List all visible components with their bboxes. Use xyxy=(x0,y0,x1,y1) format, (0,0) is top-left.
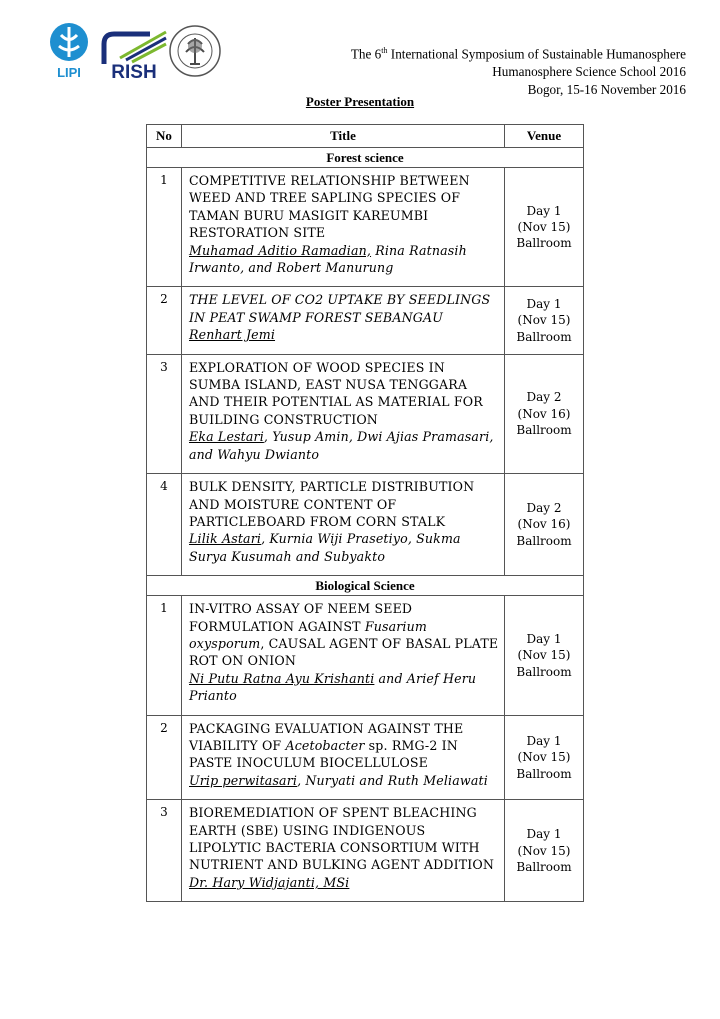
poster-authors xyxy=(189,772,500,789)
venue-room: Ballroom xyxy=(516,533,572,548)
table-row xyxy=(147,354,584,473)
co-authors: , Kurnia Wiji Prasetiyo, Sukma Surya Kusumah and Subyakto xyxy=(189,531,461,564)
venue-day: Day 1 xyxy=(526,827,562,842)
poster-title xyxy=(189,600,500,670)
venue-room: Ballroom xyxy=(516,236,572,251)
header-line-1: The 6th International Symposium of Sustainable Humanosphere xyxy=(350,46,686,62)
venue-room: Ballroom xyxy=(516,329,572,344)
column-header-title: Title xyxy=(182,125,505,148)
presenting-author: Lilik Astari xyxy=(189,531,262,547)
column-header-no: No xyxy=(147,125,182,148)
poster-title-cell xyxy=(182,354,505,473)
venue-cell xyxy=(505,474,584,576)
poster-title: BULK DENSITY, PARTICLE DISTRIBUTION AND MOISTURE CONTENT OF PARTICLEBOARD FROM CORN STALK xyxy=(189,479,475,529)
venue-room: Ballroom xyxy=(516,766,572,781)
presenting-author: Renhart Jemi xyxy=(189,327,276,343)
venue-cell xyxy=(505,596,584,715)
venue-day: Day 1 xyxy=(526,296,562,311)
venue-date: (Nov 15) xyxy=(517,313,571,328)
presenting-author: Urip perwitasari xyxy=(189,772,298,788)
venue-date: (Nov 15) xyxy=(517,220,571,235)
poster-authors xyxy=(189,530,500,565)
presenting-author: Muhamad Aditio Ramadian, xyxy=(189,242,372,258)
presenting-author: Ni Putu Ratna Ayu Krishanti xyxy=(189,670,375,686)
venue-day: Day 1 xyxy=(526,733,562,748)
venue-cell xyxy=(505,354,584,473)
venue-date: (Nov 15) xyxy=(517,843,571,858)
section-title: Poster Presentation xyxy=(305,94,415,109)
poster-authors xyxy=(189,874,500,891)
title-text: sp. RMG-2 IN PASTE INOCULUM BIOCELLULOSE xyxy=(189,737,458,771)
poster-authors xyxy=(189,242,500,277)
species-name: Fusarium oxysporum xyxy=(189,618,427,651)
co-authors: Rina Ratnasih Irwanto, and Robert Manurung xyxy=(189,242,467,276)
table-row xyxy=(147,715,584,800)
category-row xyxy=(147,576,584,596)
header-line-2: Humanosphere Science School 2016 xyxy=(492,64,686,80)
kyoto-university-seal xyxy=(168,24,222,78)
row-number: 3 xyxy=(147,354,182,473)
poster-authors xyxy=(189,428,500,463)
table-row xyxy=(147,800,584,902)
venue-day: Day 1 xyxy=(526,631,562,646)
venue-date: (Nov 16) xyxy=(517,517,571,532)
venue-room: Ballroom xyxy=(516,423,572,438)
venue-cell xyxy=(505,715,584,800)
table-header-row xyxy=(147,125,584,148)
title-text: , CAUSAL AGENT OF BASAL PLATE ROT ON ONION xyxy=(189,635,499,669)
poster-title-cell xyxy=(182,287,505,354)
row-number: 1 xyxy=(147,168,182,287)
co-authors: and Arief Heru Prianto xyxy=(189,670,477,704)
venue-day: Day 2 xyxy=(526,390,562,405)
document-header xyxy=(351,42,686,99)
title-text: PACKAGING EVALUATION AGAINST THE VIABILITY OF xyxy=(189,720,464,753)
table-body xyxy=(147,148,584,902)
table-row xyxy=(147,474,584,576)
poster-title: BIOREMEDIATION OF SPENT BLEACHING EARTH (SBE) USING INDIGENOUS LIPOLYTIC BACTERIA CONSORTIUM WITH NUTRIENT AND BULKING AGENT ADDITION xyxy=(189,805,495,873)
poster-title: EXPLORATION OF WOOD SPECIES IN SUMBA ISLAND, EAST NUSA TENGGARA AND THEIR POTENTIAL AS MATERIAL FOR BUILDING CONSTRUCTION xyxy=(189,359,483,427)
row-number: 1 xyxy=(147,596,182,715)
poster-authors xyxy=(189,326,500,343)
poster-title-cell xyxy=(182,800,505,902)
poster-title: THE LEVEL OF CO2 UPTAKE BY SEEDLINGS IN PEAT SWAMP FOREST SEBANGAU xyxy=(189,292,491,325)
rish-logo-text: RISH xyxy=(111,62,157,80)
header-line-3: Bogor, 15-16 November 2016 xyxy=(527,82,686,98)
co-authors: , Yusup Amin, Dwi Ajias Pramasari, and Wahyu Dwianto xyxy=(189,429,494,462)
row-number: 2 xyxy=(147,715,182,800)
venue-day: Day 2 xyxy=(526,501,562,515)
venue-day: Day 1 xyxy=(526,203,562,218)
lipi-logo xyxy=(44,22,94,80)
row-number: 3 xyxy=(147,800,182,902)
venue-date: (Nov 16) xyxy=(517,406,571,421)
lipi-logo-text: LIPI xyxy=(57,65,81,80)
poster-title-cell xyxy=(182,596,505,715)
table-row xyxy=(147,287,584,354)
venue-cell xyxy=(505,800,584,902)
row-number: 4 xyxy=(147,474,182,576)
column-header-venue: Venue xyxy=(505,125,584,148)
poster-table xyxy=(146,124,584,902)
rish-logo xyxy=(100,28,168,80)
venue-room: Ballroom xyxy=(516,859,572,874)
venue-cell xyxy=(505,287,584,354)
venue-date: (Nov 15) xyxy=(517,648,571,663)
title-text: IN-VITRO ASSAY OF NEEM SEED FORMULATION AGAINST xyxy=(189,601,413,634)
poster-authors xyxy=(189,670,500,705)
poster-title-cell xyxy=(182,715,505,800)
category-row xyxy=(147,148,584,168)
table-row xyxy=(147,168,584,287)
poster-title-cell xyxy=(182,168,505,287)
venue-cell xyxy=(505,168,584,287)
venue-date: (Nov 15) xyxy=(517,750,571,765)
species-name: Acetobacter xyxy=(285,737,365,753)
category-label: Biological Science xyxy=(147,576,584,596)
presenting-author: Dr. Hary Widjajanti, MSi xyxy=(189,874,350,890)
co-authors: , Nuryati and Ruth Meliawati xyxy=(297,772,488,788)
poster-title: COMPETITIVE RELATIONSHIP BETWEEN WEED AND TREE SAPLING SPECIES OF TAMAN BURU MASIGIT KAREUMBI RESTORATION SITE xyxy=(189,173,470,241)
poster-title-cell xyxy=(182,474,505,576)
poster-title xyxy=(189,720,500,772)
presenting-author: Eka Lestari xyxy=(189,429,264,445)
venue-room: Ballroom xyxy=(516,664,572,679)
table-row xyxy=(147,596,584,715)
row-number: 2 xyxy=(147,287,182,354)
category-label: Forest science xyxy=(147,148,584,168)
